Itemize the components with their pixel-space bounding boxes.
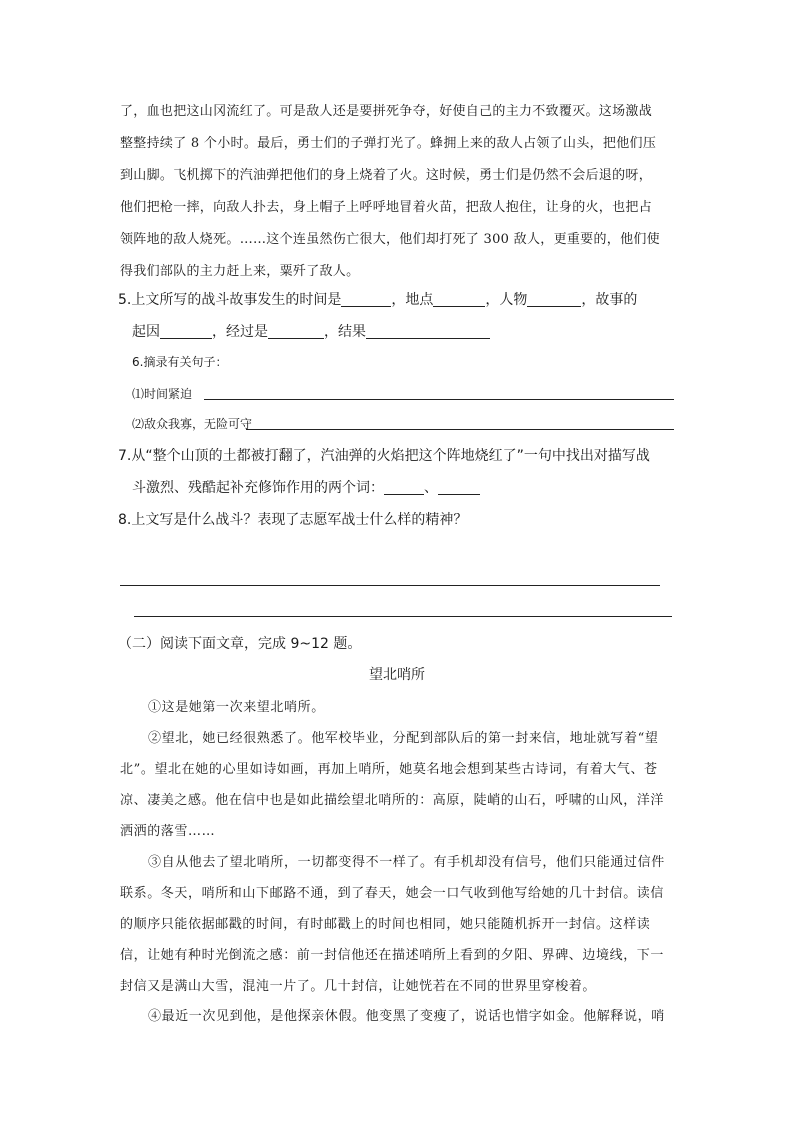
passage-line: 领阵地的敌人烧死。……这个连虽然伤亡很大，他们却打死了 300 敌人，更重要的，他们使 bbox=[120, 232, 660, 247]
q5-text-f: ，经过是 bbox=[212, 324, 268, 340]
q5-cause-blank[interactable] bbox=[160, 322, 212, 339]
passage-line: 整整持续了 8 个小时。最后，勇士们的子弹打光了。蜂拥上来的敌人占领了山头，把他们压 bbox=[120, 136, 657, 151]
question-8: 8.上文写是什么战斗？表现了志愿军战士什么样的精神？ bbox=[118, 512, 468, 528]
article-paragraph-3: ③自从他去了望北哨所，一切都变得不一样了。有手机却没有信号，他们只能通过信件联系。冬天，哨所和山下邮路不通，到了春天，她会一口气收到他写给她的几十封信。读信的顺序只能依据邮戳的时间，有时邮戳上的时间也相同，她只能随机拆开一封信。这样读信，让她有种时光倒流之感：前一封信他还在描述哨所上看到的夕阳、界碑、边境线，下一封信又是满山大雪，混沌一片了。几十封信，让她恍若在不同的世界里穿梭着。 bbox=[120, 855, 665, 994]
question-6-item-2 bbox=[132, 412, 252, 436]
article-paragraph-1: ①这是她第一次来望北哨所。 bbox=[148, 700, 325, 715]
q5-place-blank[interactable] bbox=[433, 290, 485, 307]
article-paragraph-4: ④最近一次见到他，是他探亲休假。他变黑了变瘦了，说话也惜字如金。他解释说，哨 bbox=[148, 1009, 665, 1024]
q5-text-g: ，结果 bbox=[324, 324, 366, 340]
q8-answer-line-2[interactable] bbox=[134, 616, 672, 617]
q6-item1-label: ⑴时间紧迫 bbox=[132, 387, 193, 401]
question-6-item-1 bbox=[132, 382, 192, 406]
q5-text-e: 起因 bbox=[132, 324, 160, 340]
question-6-heading: 6.摘录有关句子： bbox=[132, 355, 228, 369]
q7-text: 斗激烈、残酷起补充修饰作用的两个词： bbox=[132, 480, 384, 496]
q5-time-blank[interactable] bbox=[341, 290, 391, 307]
q7-word-blank-2[interactable] bbox=[438, 478, 480, 495]
passage-line: 他们把枪一摔，向敌人扑去，身上帽子上呼呼地冒着火苗，把敌人抱住，让身的火，也把占 bbox=[120, 200, 653, 215]
q5-person-blank[interactable] bbox=[527, 290, 581, 307]
q7-separator: 、 bbox=[424, 480, 438, 496]
q6-item2-label: ⑵敌众我寡，无险可守 bbox=[132, 417, 253, 431]
article-paragraph-2: ②望北，她已经很熟悉了。他军校毕业，分配到部队后的第一封来信，地址就写着“望北”。望北在她的心里如诗如画，再加上哨所，她莫名地会想到某些古诗词，有着大气、苍凉、凄美之感。他在信中也是如此描绘望北哨所的：高原，陡峭的山石，呼啸的山风，洋洋洒洒的落雪…… bbox=[120, 731, 665, 839]
question-7-line-2 bbox=[132, 476, 480, 500]
article-title: 望北哨所 bbox=[369, 667, 425, 683]
passage-line: 了，血也把这山冈流红了。可是敌人还是要拼死争夺，好使自己的主力不致覆灭。这场激战 bbox=[120, 104, 653, 119]
q5-process-blank[interactable] bbox=[268, 322, 324, 339]
q8-answer-line-1[interactable] bbox=[120, 585, 660, 586]
question-5-line-1 bbox=[118, 288, 637, 312]
q5-text-b: ，地点 bbox=[391, 292, 434, 308]
section-2-heading: （二）阅读下面文章，完成 9~12 题。 bbox=[118, 636, 362, 652]
q5-result-blank[interactable] bbox=[366, 322, 490, 339]
q5-text-a: 5.上文所写的战斗故事发生的时间是 bbox=[118, 292, 342, 308]
q7-word-blank-1[interactable] bbox=[384, 478, 424, 495]
passage-line: 到山脚。飞机掷下的汽油弹把他们的身上烧着了火。这时候，勇士们是仍然不会后退的呀， bbox=[120, 168, 653, 183]
question-5-line-2 bbox=[132, 320, 490, 344]
q6-answer-line-1[interactable] bbox=[204, 399, 674, 400]
passage-line: 得我们部队的主力赶上来，粟歼了敌人。 bbox=[120, 264, 360, 279]
q5-text-c: ，人物 bbox=[485, 292, 528, 308]
q6-answer-line-2[interactable] bbox=[246, 429, 674, 430]
q5-text-d: ，故事的 bbox=[581, 292, 638, 308]
question-7-line-1: 7.从“整个山顶的土都被打翻了，汽油弹的火焰把这个阵地烧红了”一句中找出对描写战 bbox=[118, 448, 650, 464]
